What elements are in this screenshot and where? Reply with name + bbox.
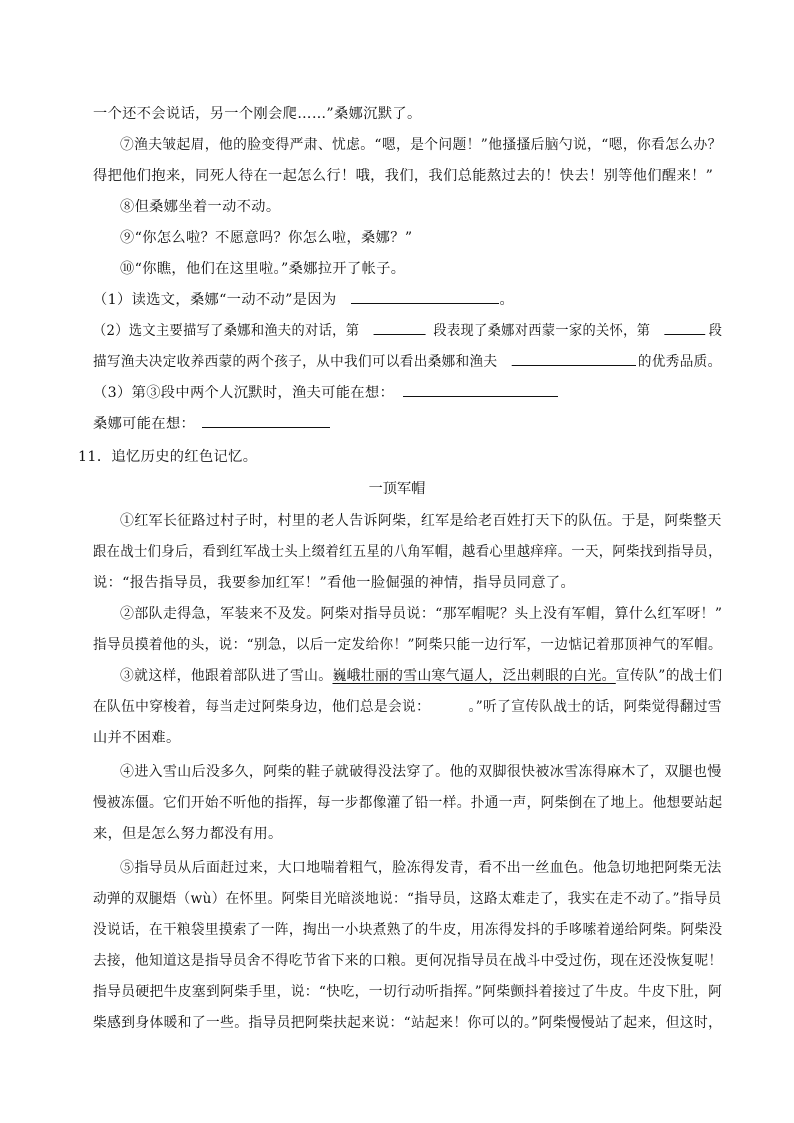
question-3-cont: [93, 413, 330, 433]
paragraph-line: 得把他们抱来，同死人待在一起怎么行！哦，我们，我们总能熬过去的！快去！别等他们醒来！”: [93, 168, 714, 184]
paragraph-line: 去接，他知道这是指导员舍不得吃节省下来的口粮。更何况指导员在战斗中受过伤，现在还没恢复呢！: [93, 953, 723, 969]
paragraph-text: 。”听了宣传队战士的话，阿柴觉得翻过雪: [468, 699, 722, 715]
paragraph-5: ⑤指导员从后面赶过来，大口地喘着粗气，脸冻得发青，看不出一丝血色。他急切地把阿柴无法: [120, 860, 722, 876]
paragraph-line: 来，但是怎么努力都没有用。: [93, 826, 283, 842]
answer-blank[interactable]: [351, 291, 499, 304]
answer-blank[interactable]: [202, 415, 330, 428]
underlined-sentence: 巍峨壮丽的雪山寒气逼人，泛出刺眼的白光。: [332, 668, 616, 684]
paragraph-9: ⑨“你怎么啦？不愿意吗？你怎么啦，桑娜？”: [120, 230, 413, 246]
paragraph-line: 动弹的双腿焐（wù）在怀里。阿柴目光暗淡地说：“指导员，这路太难走了，我实在走不动了。”指导员: [93, 891, 722, 907]
paragraph-8: ⑧但桑娜坐着一动不动。: [120, 199, 281, 215]
paragraph-line: 慢被冻僵。它们开始不听他的指挥，每一步都像灌了铅一样。扑通一声，阿柴倒在了地上。他想要站起: [93, 795, 723, 811]
paragraph-line: 指导员硬把牛皮塞到阿柴手里，说：“快吃，一切行动听指挥。”阿柴颤抖着接过了牛皮。牛皮下肚，阿: [93, 984, 723, 1000]
answer-blank[interactable]: [512, 353, 636, 366]
passage-title: 一顶军帽: [368, 481, 426, 497]
paragraph-line: 山并不困难。: [93, 730, 181, 746]
paragraph-line: 说：“报告指导员，我要参加红军！”看他一脸倔强的神情，指导员同意了。: [93, 575, 576, 591]
question-2: [93, 320, 722, 340]
answer-blank[interactable]: [664, 322, 705, 335]
question-text: 段: [708, 323, 723, 339]
question-text: （3）第③段中两个人沉默时，渔夫可能在想：: [93, 385, 395, 401]
paragraph-text: 宣传队”的战士们: [615, 668, 723, 684]
question-11-header: 11．追忆历史的红色记忆。: [78, 449, 258, 465]
question-3: [93, 382, 558, 402]
question-text: 描写渔夫决定收养西蒙的两个孩子，从中我们可以看出桑娜和渔夫: [93, 354, 498, 370]
paragraph-text: 在队伍中穿梭着，每当走过阿柴身边，他们总是会说：: [93, 699, 431, 715]
paragraph-line: 指导员摸着他的头，说：“别急，以后一定发给你！”阿柴只能一边行军，一边惦记着那顶神气的军帽。: [93, 637, 722, 653]
question-text: 桑娜可能在想：: [93, 416, 196, 432]
paragraph-7: ⑦渔夫皱起眉，他的脸变得严肃、忧虑。“嗯，是个问题！”他搔搔后脑勺说，“嗯，你看怎么办？: [120, 137, 722, 153]
paragraph-line: 一个还不会说话，另一个刚会爬……”桑娜沉默了。: [93, 106, 422, 122]
paragraph-4: ④进入雪山后没多久，阿柴的鞋子就破得没法穿了。他的双脚很快被冰雪冻得麻木了，双腿也慢: [120, 764, 722, 780]
paragraph-line: 柴感到身体暖和了一些。指导员把阿柴扶起来说：“站起来！你可以的。”阿柴慢慢站了起来，但这时，: [93, 1015, 723, 1031]
paragraph-text: ③就这样，他跟着部队进了雪山。: [120, 668, 333, 684]
answer-blank[interactable]: [373, 322, 425, 335]
answer-blank[interactable]: [403, 384, 558, 397]
paragraph-line: 没说话，在干粮袋里摸索了一阵，掏出一小块煮熟了的牛皮，用冻得发抖的手哆嗦着递给阿柴。阿柴没: [93, 922, 723, 938]
paragraph-3: [120, 665, 722, 685]
paragraph-line: [93, 696, 722, 716]
question-1: [93, 289, 514, 309]
question-text: 的优秀品质。: [637, 354, 722, 370]
paragraph-1: ①红军长征路过村子时，村里的老人告诉阿柴，红军是给老百姓打天下的队伍。于是，阿柴整天: [120, 513, 722, 529]
question-2-cont: [93, 351, 722, 371]
paragraph-10: ⑩“你瞧，他们在这里啦。”桑娜拉开了帐子。: [120, 261, 406, 277]
question-text: （2）选文主要描写了桑娜和渔夫的对话，第: [93, 323, 360, 339]
paragraph-2: ②部队走得急，军装来不及发。阿柴对指导员说：“那军帽呢？头上没有军帽，算什么红军呀！”: [120, 606, 723, 622]
question-text: 。: [499, 292, 515, 308]
paragraph-line: 跟在战士们身后，看到红军战士头上缀着红五星的八角军帽，越看心里越痒痒。一天，阿柴找到指导员，: [93, 544, 722, 560]
question-text: （1）读选文，桑娜“一动不动”是因为: [93, 292, 337, 308]
question-text: 段表现了桑娜对西蒙一家的关怀，第: [433, 323, 651, 339]
